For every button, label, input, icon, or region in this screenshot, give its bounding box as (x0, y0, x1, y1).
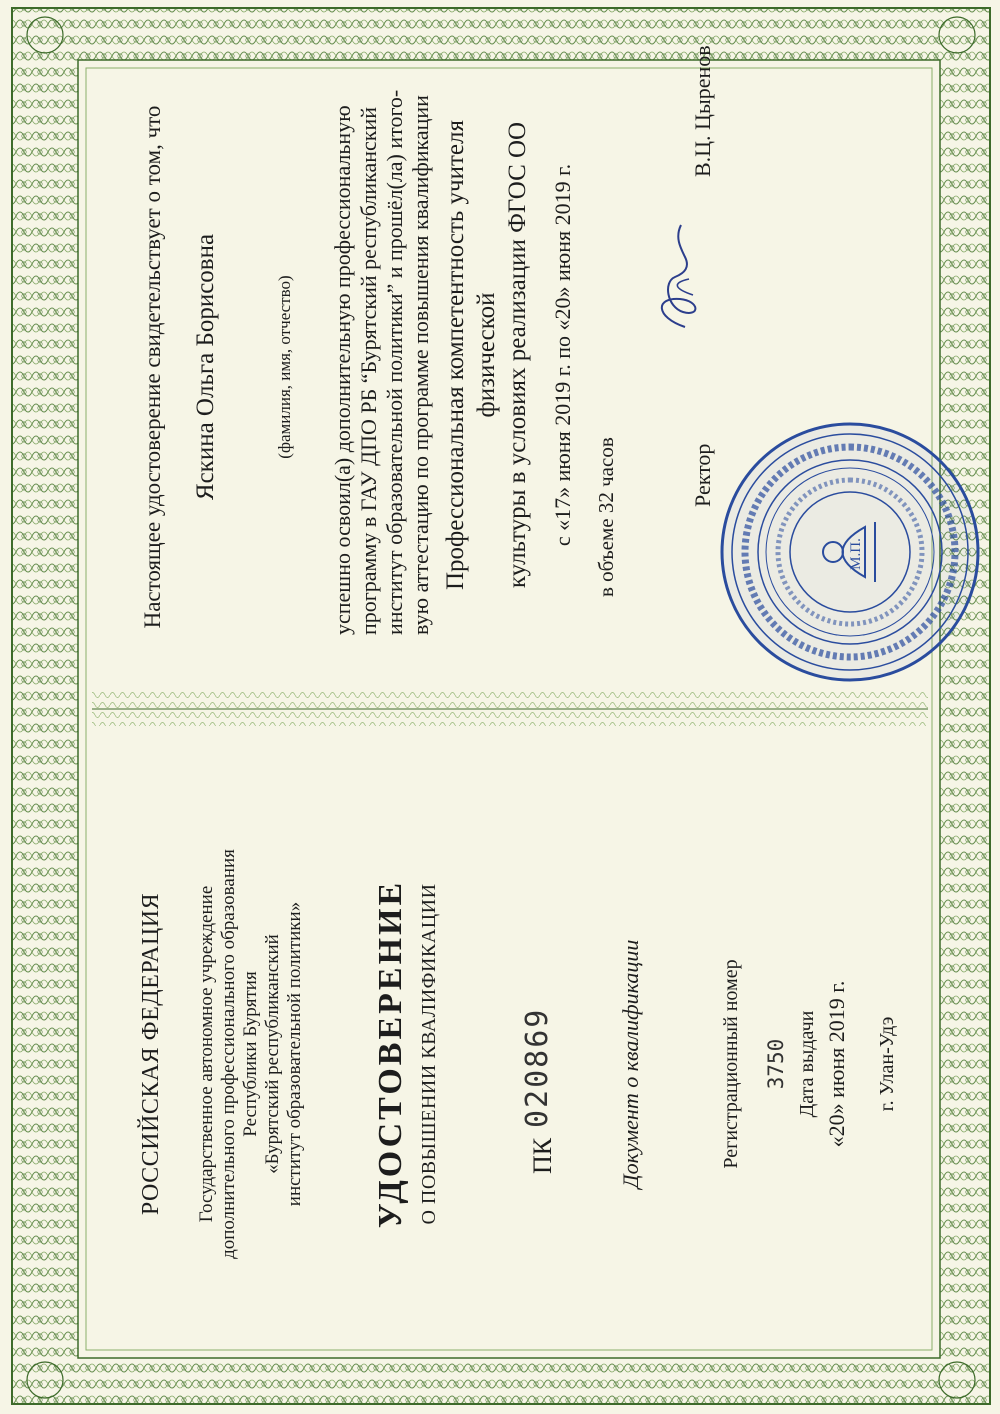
statement-line: институт образовательной политики” и прошёл(ла) итого- (382, 89, 407, 635)
cover-page (0, 707, 1000, 1414)
statement-line: программу в ГАУ ДПО РБ “Бурятский республиканский (356, 107, 381, 635)
institution-block (196, 814, 306, 1294)
rector-signature (645, 217, 715, 337)
intro-text: Настоящее удостоверение свидетельствует о том, что (140, 105, 165, 629)
qualification-caption: Документ о квалификации (618, 939, 643, 1189)
institution-line: Государственное автономное учреждение (196, 885, 217, 1223)
rector-label: Ректор (690, 443, 715, 507)
institution-line: институт образовательной политики» (284, 901, 305, 1207)
holder-full-name: Яскина Ольга Борисовна (192, 233, 219, 501)
rector-name: В.Ц. Цыренов (690, 45, 715, 177)
program-title (440, 55, 533, 655)
issue-date-label: Дата выдачи (796, 1010, 818, 1118)
series-code: ПК (528, 1137, 557, 1174)
registration-number: 3750 (764, 1038, 788, 1090)
official-seal (715, 417, 990, 687)
program-line: Профессиональная компетентность учителя физической (442, 120, 500, 590)
study-period: с «17» июня 2019 г. по «20» июня 2019 г. (550, 163, 575, 547)
name-caption: (фамилия, имя, отчество) (275, 275, 294, 459)
institution-line: дополнительного профессионального образования (218, 849, 239, 1259)
statement-line: вую аттестацию по программе повышения квалификации (408, 95, 433, 635)
document-subtitle: О ПОВЫШЕНИИ КВАЛИФИКАЦИИ (418, 883, 440, 1225)
seal-mp-mark: М.П. (848, 538, 864, 570)
institution-line: Республики Бурятия (240, 971, 261, 1137)
document-title: УДОСТОВЕРЕНИЕ (372, 879, 409, 1229)
study-hours: в объеме 32 часов (594, 437, 618, 597)
country-name: РОССИЙСКАЯ ФЕДЕРАЦИЯ (138, 892, 164, 1216)
statement-line: успешно освоил(а) дополнительную профессиональную (330, 105, 355, 635)
registration-label: Регистрационный номер (720, 959, 742, 1169)
program-line: культуры в условиях реализации ФГОС ОО (504, 121, 531, 589)
city: г. Улан-Удэ (876, 1016, 898, 1112)
certificate-number: 020869 (520, 1007, 555, 1128)
issue-date: «20» июня 2019 г. (824, 980, 849, 1148)
institution-line: «Бурятский республиканский (262, 934, 283, 1174)
completion-statement (330, 65, 434, 635)
